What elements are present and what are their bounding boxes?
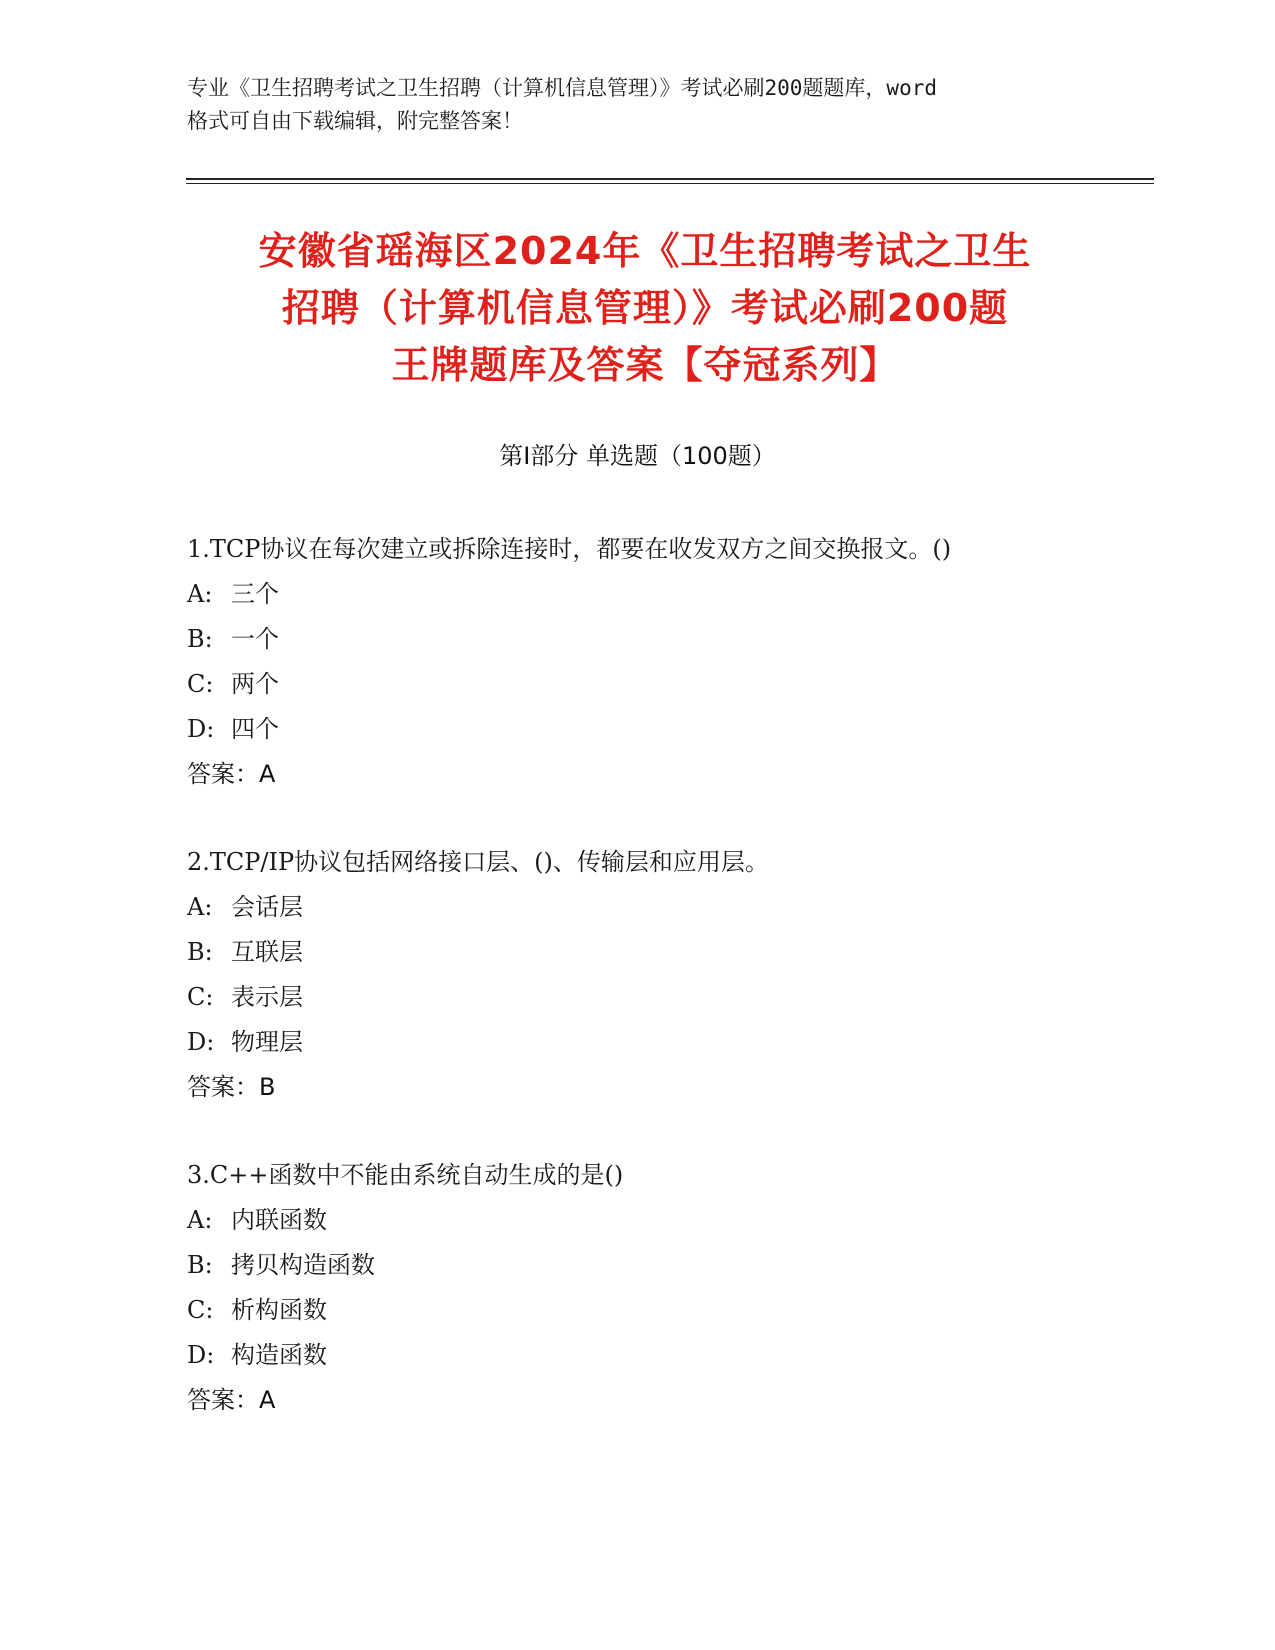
question-1-option-c xyxy=(187,662,1117,707)
option-text: 两个 xyxy=(231,670,279,698)
header-note-line-2: 格式可自由下载编辑，附完整答案！ xyxy=(187,109,523,133)
question-2-option-a xyxy=(187,885,1117,930)
question-1-text: 1.TCP协议在每次建立或拆除连接时，都要在收发双方之间交换报文。() xyxy=(187,535,952,563)
question-2-option-b xyxy=(187,930,1117,975)
option-label: A: xyxy=(187,580,213,608)
question-3-option-b xyxy=(187,1243,1117,1288)
question-3-option-a xyxy=(187,1198,1117,1243)
header-note-line-1: 专业《卫生招聘考试之卫生招聘（计算机信息管理）》考试必刷200题题库，word xyxy=(187,76,937,100)
question-2-text: 2.TCP/IP协议包括网络接口层、()、传输层和应用层。 xyxy=(187,848,769,876)
option-text: 三个 xyxy=(231,580,279,608)
option-text: 析构函数 xyxy=(231,1296,327,1324)
question-1-option-b xyxy=(187,617,1117,662)
option-label: C: xyxy=(187,1296,214,1324)
question-1-option-d xyxy=(187,707,1117,752)
question-2-option-d xyxy=(187,1020,1117,1065)
question-1-answer: 答案：A xyxy=(187,760,276,788)
question-2-answer: 答案：B xyxy=(187,1073,276,1101)
question-3-text: 3.C++函数中不能由系统自动生成的是() xyxy=(187,1161,624,1189)
option-text: 表示层 xyxy=(231,983,303,1011)
option-label: B: xyxy=(187,938,213,966)
option-text: 四个 xyxy=(231,715,279,743)
question-3-option-c xyxy=(187,1288,1117,1333)
question-3 xyxy=(187,1153,1117,1423)
option-label: A: xyxy=(187,893,213,921)
header-note xyxy=(187,72,1087,138)
section-title: 第Ⅰ部分 单选题（100题） xyxy=(499,442,776,470)
option-text: 拷贝构造函数 xyxy=(231,1251,375,1279)
question-2-option-c xyxy=(187,975,1117,1020)
document-title-line-3: 王牌题库及答案【夺冠系列】 xyxy=(391,343,899,387)
question-1-option-a xyxy=(187,572,1117,617)
question-3-answer: 答案：A xyxy=(187,1386,276,1414)
document-title-line-1: 安徽省瑶海区2024年《卫生招聘考试之卫生 xyxy=(258,229,1032,273)
question-2 xyxy=(187,840,1117,1110)
document-title xyxy=(150,223,1140,394)
option-label: A: xyxy=(187,1206,213,1234)
option-text: 内联函数 xyxy=(231,1206,327,1234)
option-label: B: xyxy=(187,625,213,653)
option-text: 物理层 xyxy=(231,1028,303,1056)
option-label: C: xyxy=(187,670,214,698)
question-1 xyxy=(187,527,1117,797)
question-3-option-d xyxy=(187,1333,1117,1378)
header-divider-thick xyxy=(186,178,1154,180)
option-text: 一个 xyxy=(231,625,279,653)
option-text: 互联层 xyxy=(231,938,303,966)
option-label: D: xyxy=(187,1028,215,1056)
option-text: 会话层 xyxy=(231,893,303,921)
option-label: C: xyxy=(187,983,214,1011)
question-list xyxy=(187,527,1117,1466)
option-label: D: xyxy=(187,715,215,743)
header-divider-thin xyxy=(186,183,1154,184)
option-label: D: xyxy=(187,1341,215,1369)
document-title-line-2: 招聘（计算机信息管理）》考试必刷200题 xyxy=(281,286,1009,330)
option-label: B: xyxy=(187,1251,213,1279)
option-text: 构造函数 xyxy=(231,1341,327,1369)
